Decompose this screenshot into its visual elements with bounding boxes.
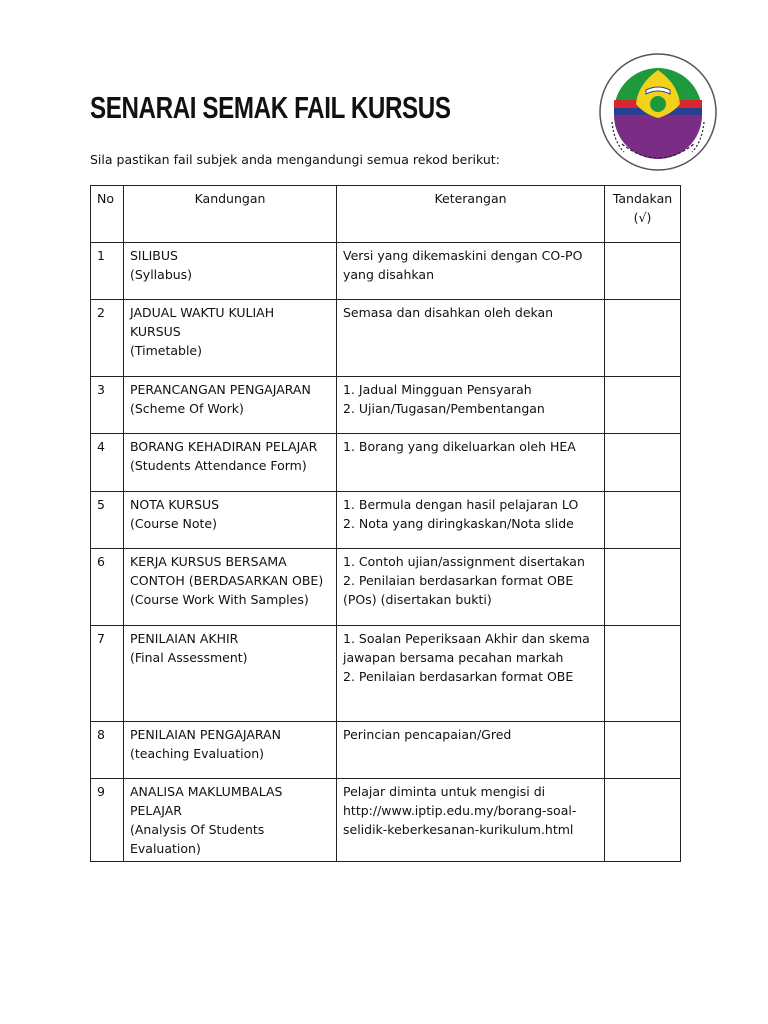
keterangan-cell (337, 779, 605, 862)
header-tandakan (605, 186, 681, 243)
keterangan-line: 1. Contoh ujian/assignment disertakan (343, 554, 585, 569)
kandungan-line: (Course Work With Samples) (130, 592, 309, 607)
row-number: 1 (91, 243, 124, 300)
kandungan-line: PELAJAR (130, 803, 182, 818)
kandungan-cell (124, 434, 337, 492)
tandakan-checkbox-cell[interactable] (605, 434, 681, 492)
kandungan-line: (Syllabus) (130, 267, 193, 282)
table-row (91, 626, 681, 722)
kandungan-line: PENILAIAN AKHIR (130, 631, 239, 646)
keterangan-line: selidik-keberkesanan-kurikulum.html (343, 822, 574, 837)
kandungan-line: ANALISA MAKLUMBALAS (130, 784, 283, 799)
table-row (91, 434, 681, 492)
table-row (91, 243, 681, 300)
keterangan-line: 1. Borang yang dikeluarkan oleh HEA (343, 439, 576, 454)
table-row (91, 377, 681, 434)
table-header-row (91, 186, 681, 243)
keterangan-line: (POs) (disertakan bukti) (343, 592, 492, 607)
tandakan-checkbox-cell[interactable] (605, 626, 681, 722)
tandakan-checkbox-cell[interactable] (605, 243, 681, 300)
keterangan-line: Versi yang dikemaskini dengan CO-PO (343, 248, 583, 263)
row-number: 6 (91, 549, 124, 626)
kandungan-line: (Timetable) (130, 343, 203, 358)
kandungan-cell (124, 779, 337, 862)
keterangan-line: yang disahkan (343, 267, 434, 282)
keterangan-line: 2. Penilaian berdasarkan format OBE (343, 669, 574, 684)
checkmark-icon: (√) (633, 210, 652, 225)
keterangan-line: 2. Penilaian berdasarkan format OBE (343, 573, 574, 588)
tandakan-checkbox-cell[interactable] (605, 492, 681, 549)
tandakan-checkbox-cell[interactable] (605, 779, 681, 862)
keterangan-line: Perincian pencapaian/Gred (343, 727, 512, 742)
table-row (91, 549, 681, 626)
checklist-table (90, 185, 681, 862)
row-number: 7 (91, 626, 124, 722)
row-number: 2 (91, 300, 124, 377)
keterangan-cell (337, 434, 605, 492)
kandungan-line: (Scheme Of Work) (130, 401, 244, 416)
kandungan-line: (Course Note) (130, 516, 217, 531)
keterangan-line: 1. Soalan Peperiksaan Akhir dan skema (343, 631, 590, 646)
kandungan-cell (124, 626, 337, 722)
table-row (91, 779, 681, 862)
tandakan-checkbox-cell[interactable] (605, 300, 681, 377)
header-no: No (91, 186, 124, 243)
row-number: 3 (91, 377, 124, 434)
kandungan-line: (Students Attendance Form) (130, 458, 307, 473)
kandungan-line: BORANG KEHADIRAN PELAJAR (130, 439, 318, 454)
keterangan-line: jawapan bersama pecahan markah (343, 650, 564, 665)
kandungan-cell (124, 549, 337, 626)
tandakan-checkbox-cell[interactable] (605, 377, 681, 434)
keterangan-line: 2. Nota yang diringkaskan/Nota slide (343, 516, 574, 531)
row-number: 5 (91, 492, 124, 549)
tandakan-checkbox-cell[interactable] (605, 549, 681, 626)
kandungan-line: Evaluation) (130, 841, 201, 856)
intro-text: Sila pastikan fail subjek anda mengandungi semua rekod berikut: (90, 152, 500, 167)
kandungan-line: NOTA KURSUS (130, 497, 220, 512)
header-kandungan: Kandungan (124, 186, 337, 243)
keterangan-cell (337, 243, 605, 300)
table-row (91, 300, 681, 377)
kandungan-cell (124, 243, 337, 300)
row-number: 8 (91, 722, 124, 779)
kandungan-cell (124, 492, 337, 549)
keterangan-cell (337, 377, 605, 434)
keterangan-line: 1. Bermula dengan hasil pelajaran LO (343, 497, 579, 512)
kandungan-line: JADUAL WAKTU KULIAH (130, 305, 275, 320)
kandungan-line: (Analysis Of Students (130, 822, 265, 837)
kandungan-line: PERANCANGAN PENGAJARAN (130, 382, 311, 397)
document-title: SENARAI SEMAK FAIL KURSUS (90, 90, 451, 125)
keterangan-cell (337, 722, 605, 779)
keterangan-line: Semasa dan disahkan oleh dekan (343, 305, 554, 320)
table-row (91, 492, 681, 549)
keterangan-cell (337, 300, 605, 377)
institution-logo (598, 52, 718, 172)
keterangan-line: 2. Ujian/Tugasan/Pembentangan (343, 401, 545, 416)
keterangan-line: Pelajar diminta untuk mengisi di (343, 784, 546, 799)
header-keterangan: Keterangan (337, 186, 605, 243)
kandungan-line: PENILAIAN PENGAJARAN (130, 727, 281, 742)
kandungan-line: (Final Assessment) (130, 650, 248, 665)
keterangan-line: 1. Jadual Mingguan Pensyarah (343, 382, 532, 397)
kandungan-line: KURSUS (130, 324, 181, 339)
row-number: 9 (91, 779, 124, 862)
kandungan-line: SILIBUS (130, 248, 178, 263)
keterangan-line: http://www.iptip.edu.my/borang-soal- (343, 803, 577, 818)
kandungan-cell (124, 377, 337, 434)
tandakan-checkbox-cell[interactable] (605, 722, 681, 779)
kandungan-cell (124, 722, 337, 779)
keterangan-cell (337, 492, 605, 549)
keterangan-cell (337, 549, 605, 626)
kandungan-line: (teaching Evaluation) (130, 746, 265, 761)
row-number: 4 (91, 434, 124, 492)
header-tandakan-label: Tandakan (612, 191, 673, 206)
kandungan-line: CONTOH (BERDASARKAN OBE) (130, 573, 324, 588)
keterangan-cell (337, 626, 605, 722)
kandungan-line: KERJA KURSUS BERSAMA (130, 554, 287, 569)
table-row (91, 722, 681, 779)
kandungan-cell (124, 300, 337, 377)
